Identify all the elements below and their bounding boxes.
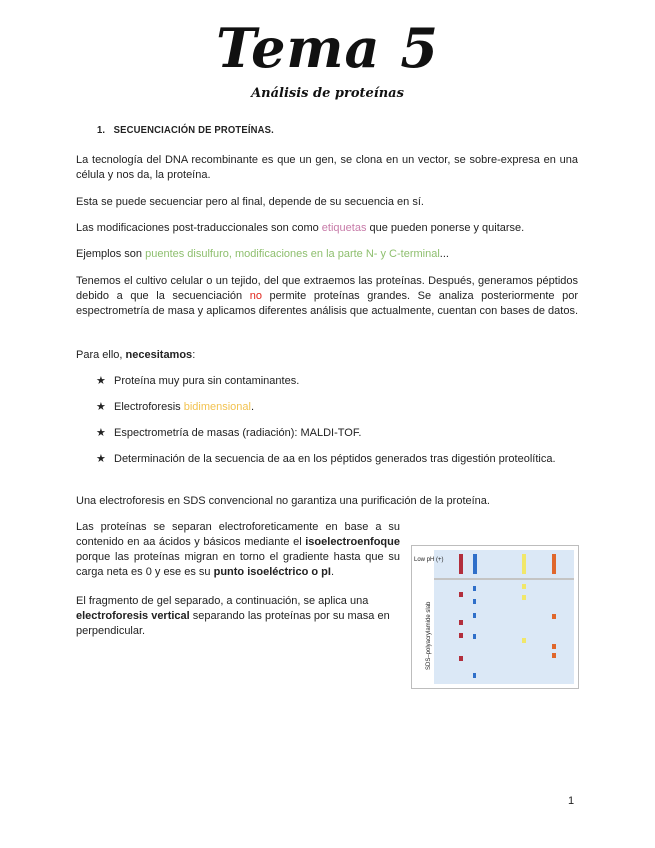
paragraph-9 bbox=[76, 594, 402, 639]
paragraph-3-text-b: que pueden ponerse y quitarse. bbox=[366, 222, 525, 234]
low-ph-label: Low pH (+) bbox=[414, 557, 444, 563]
paragraph-5-text-a: Tenemos el cultivo celular o un tejido, del que extraemos las proteínas. Después, generamos péptidos debido a que la secuenciación bbox=[76, 275, 578, 302]
gel-figure bbox=[411, 545, 579, 689]
paragraph-6 bbox=[76, 348, 578, 363]
paragraph-2: Esta se puede secuenciar pero al final, depende de su secuencia en sí. bbox=[76, 196, 424, 208]
spot-yellow-2 bbox=[522, 595, 526, 600]
paragraph-5 bbox=[76, 274, 578, 319]
spot-blue-3 bbox=[473, 613, 476, 618]
sds-gel-slab bbox=[434, 580, 574, 684]
paragraph-9-text-a: El fragmento de gel separado, a continuación, se aplica una bbox=[76, 595, 369, 607]
bullet-text: Espectrometría de masas (radiación): MALDI-TOF. bbox=[114, 427, 362, 439]
bullet-item-2 bbox=[96, 400, 578, 415]
spot-red-3 bbox=[459, 633, 463, 638]
bullet-text: Proteína muy pura sin contaminantes. bbox=[114, 375, 300, 387]
paragraph-5-highlight: no bbox=[249, 290, 262, 302]
section-number: 1. bbox=[97, 124, 106, 136]
spot-red-2 bbox=[459, 620, 463, 625]
paragraph-8-text-c: . bbox=[330, 566, 334, 578]
section-heading bbox=[97, 124, 274, 136]
page-number: 1 bbox=[568, 795, 575, 807]
bullet-text: Determinación de la secuencia de aa en los péptidos generados tras digestión proteolítica. bbox=[114, 453, 556, 465]
paragraph-8-bold-1: isoelectroenfoque bbox=[305, 536, 400, 548]
paragraph-9-bold: electroforesis vertical bbox=[76, 610, 190, 622]
paragraph-8-text-a: Las proteínas se separan electroforeticamente en base a su contenido en aa ácidos y básicos mediante el bbox=[76, 521, 400, 548]
section-title: SECUENCIACIÓN DE PROTEÍNAS. bbox=[113, 124, 274, 136]
bullet-2-text-a: Electroforesis bbox=[114, 401, 184, 413]
sds-slab-label: SDS–polyacrylamide slab bbox=[426, 601, 432, 670]
spot-red-1 bbox=[459, 592, 463, 597]
paragraph-8-bold-2: punto isoeléctrico o pI bbox=[213, 566, 331, 578]
paragraph-8-text-b: porque las proteínas migran en torno el gradiente hasta que su carga neta es 0 y ese es su bbox=[76, 551, 400, 578]
spot-orange-3 bbox=[552, 653, 556, 658]
paragraph-3-text-a: Las modificaciones post-traduccionales son como bbox=[76, 222, 322, 234]
spot-orange-2 bbox=[552, 644, 556, 649]
page-title: Tema 5 bbox=[216, 16, 439, 80]
paragraph-3 bbox=[76, 221, 578, 236]
star-icon: ★ bbox=[96, 427, 106, 439]
paragraph-6-text-a: Para ello, bbox=[76, 349, 126, 361]
paragraph-1: La tecnología del DNA recombinante es que un gen, se clona en un vector, se sobre-expresa en una célula y nos da, la proteína. bbox=[76, 154, 578, 181]
spot-blue-2 bbox=[473, 599, 476, 604]
star-icon: ★ bbox=[96, 453, 106, 465]
gel-electrophoresis-diagram bbox=[412, 546, 578, 688]
paragraph-4-text-a: Ejemplos son bbox=[76, 248, 146, 260]
paragraph-4 bbox=[76, 247, 578, 262]
paragraph-6-text-b: : bbox=[192, 349, 196, 361]
strip-band-blue bbox=[473, 554, 477, 574]
spot-yellow-1 bbox=[522, 584, 526, 589]
spot-blue-4 bbox=[473, 634, 476, 639]
star-icon: ★ bbox=[96, 375, 106, 387]
bullet-item-3 bbox=[96, 426, 578, 441]
bullet-2-text-b: . bbox=[250, 401, 255, 413]
strip-band-orange bbox=[552, 554, 556, 574]
bullet-item-1 bbox=[96, 374, 578, 389]
bullet-2-highlight: bidimensional bbox=[183, 401, 251, 413]
paragraph-9-text-b: separando las proteínas por su masa en perpendicular. bbox=[76, 610, 390, 637]
spot-blue-5 bbox=[473, 673, 476, 678]
strip-band-yellow bbox=[522, 554, 526, 574]
spot-blue-1 bbox=[473, 586, 476, 591]
paragraph-4-text-b: ... bbox=[439, 248, 449, 260]
star-icon: ★ bbox=[96, 401, 106, 413]
spot-red-4 bbox=[459, 656, 463, 661]
bullet-item-4 bbox=[96, 452, 578, 467]
paragraph-6-bold: necesitamos bbox=[125, 349, 193, 361]
paragraph-7: Una electroforesis en SDS convencional no garantiza una purificación de la proteína. bbox=[76, 495, 490, 507]
page-subtitle: Análisis de proteínas bbox=[251, 86, 404, 101]
spot-orange-1 bbox=[552, 614, 556, 619]
paragraph-5-text-b: permite proteínas grandes. Se analiza posteriormente por espectrometría de masa y aplicamos diferentes análisis que actualmente, cuentan con bases de datos. bbox=[76, 290, 579, 317]
paragraph-3-highlight: etiquetas bbox=[321, 222, 367, 234]
bullet-text bbox=[114, 400, 578, 415]
paragraph-4-highlight: puentes disulfuro, modificaciones en la parte N- y C-terminal bbox=[145, 248, 440, 260]
strip-band-red bbox=[459, 554, 463, 574]
spot-yellow-3 bbox=[522, 638, 526, 643]
